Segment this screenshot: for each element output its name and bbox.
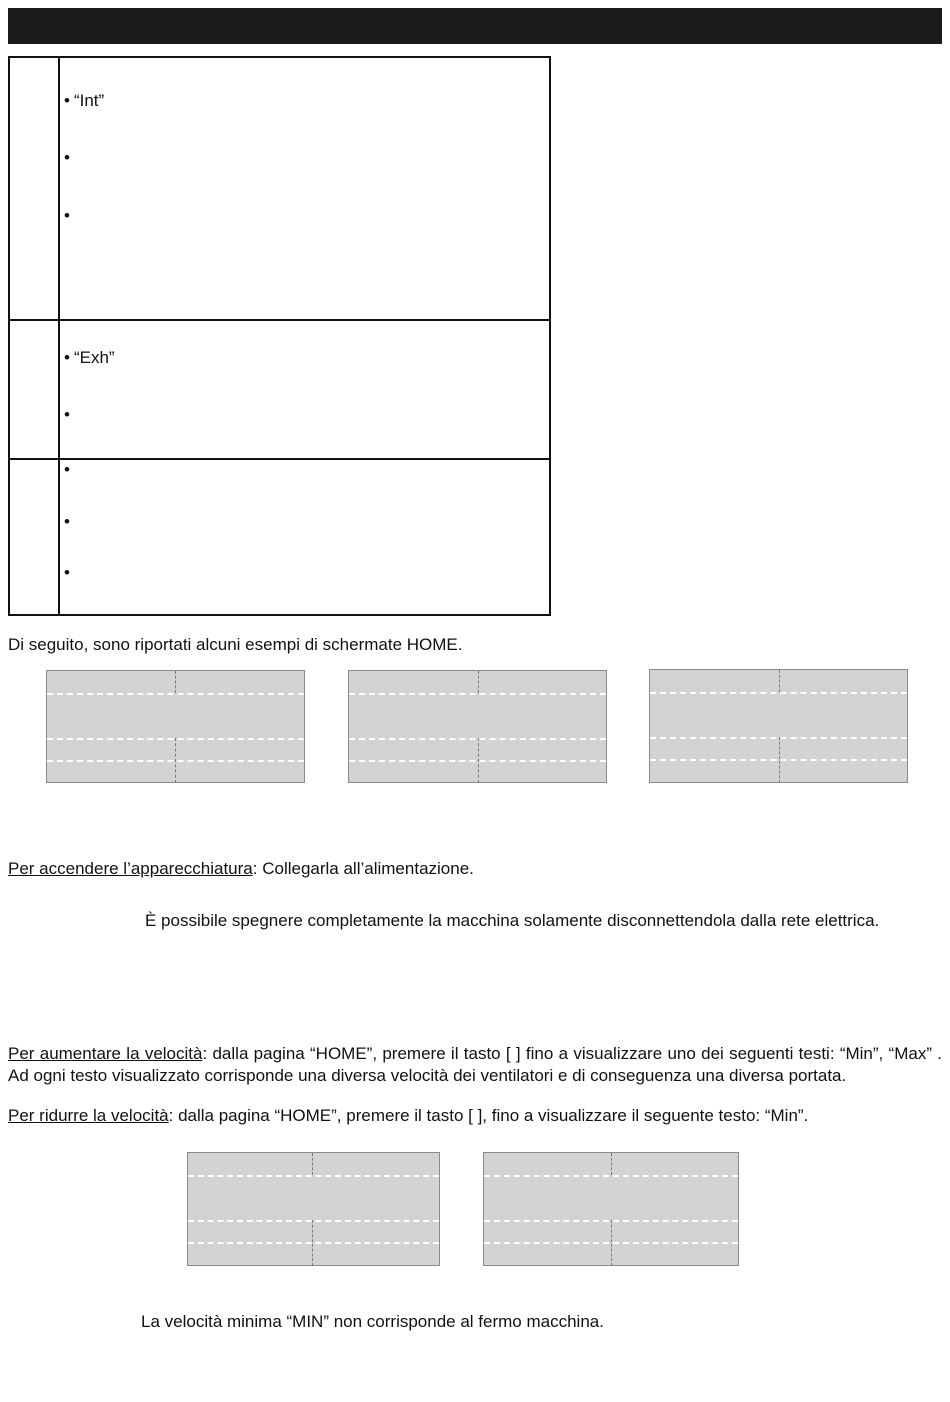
speed-screen-example-1 <box>187 1152 440 1266</box>
home-intro-text: Di seguito, sono riportati alcuni esempi di schermate HOME. <box>8 635 463 654</box>
table-row-divider <box>10 319 549 321</box>
table-bullet: • <box>64 512 70 531</box>
home-screen-example-2 <box>348 670 607 783</box>
home-screen-example-3 <box>649 669 908 783</box>
home-screen-example-1 <box>46 670 305 783</box>
speed-screen-example-2 <box>483 1152 739 1266</box>
speed-up-instruction: Per aumentare la velocità: dalla pagina “HOME”, premere il tasto [ ] fino a visualizzare uno dei seguenti testi: “Min”, “Max” . Ad ogni testo visualizzato corrisponde una diversa velocità dei ventilatori e di conseguenza una diversa portata. <box>8 1044 942 1085</box>
table-bullet: • <box>64 460 70 479</box>
table-bullet: • “Int” <box>64 91 105 110</box>
section-header-bar <box>8 8 942 44</box>
power-off-note: È possibile spegnere completamente la macchina solamente disconnettendola dalla rete elettrica. <box>145 911 880 930</box>
table-bullet: • <box>64 405 70 424</box>
table-bullet: • <box>64 148 70 167</box>
speed-down-instruction: Per ridurre la velocità: dalla pagina “HOME”, premere il tasto [ ], fino a visualizzare il seguente testo: “Min”. <box>8 1106 809 1125</box>
table-bullet: • “Exh” <box>64 348 115 367</box>
min-speed-note: La velocità minima “MIN” non corrisponde al fermo macchina. <box>141 1312 604 1331</box>
power-on-instruction: Per accendere l’apparecchiatura: Collegarla all’alimentazione. <box>8 859 474 878</box>
table-row-divider <box>10 458 549 460</box>
info-table <box>8 56 551 616</box>
table-bullet: • <box>64 563 70 582</box>
table-bullet: • <box>64 206 70 225</box>
table-column-divider <box>58 58 60 614</box>
